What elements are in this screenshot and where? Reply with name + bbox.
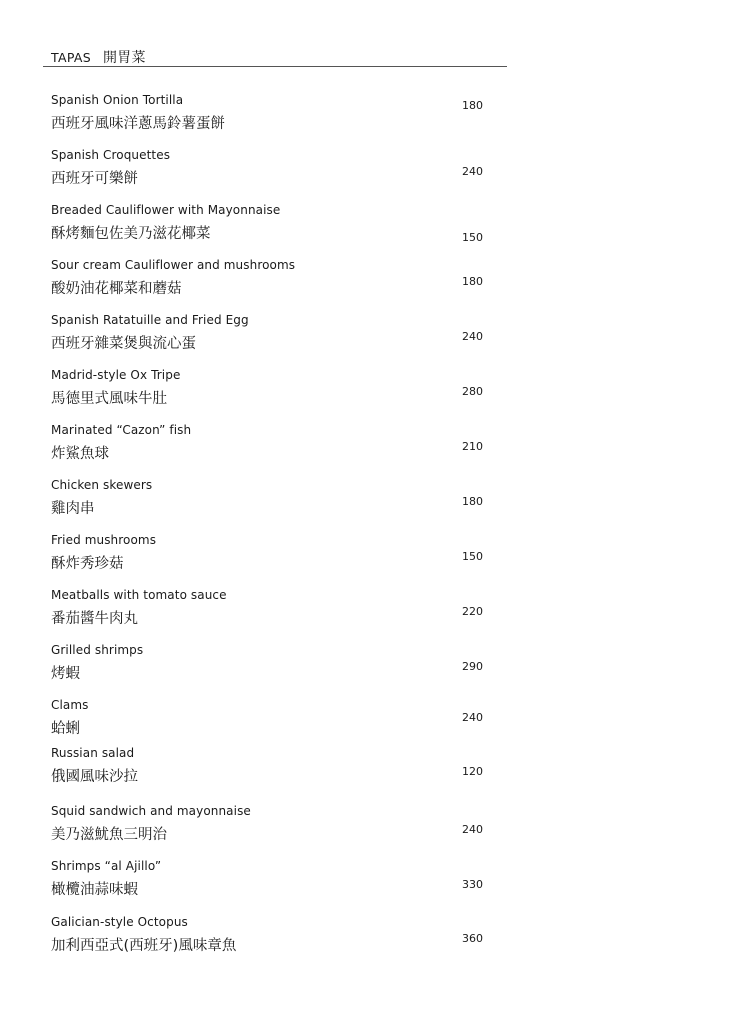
item-price: 330 — [462, 878, 483, 891]
item-name-zh: 加利西亞式(西班牙)風味章魚 — [51, 938, 237, 954]
item-name-en: Squid sandwich and mayonnaise — [51, 804, 251, 818]
item-price: 120 — [462, 765, 483, 778]
item-price: 280 — [462, 385, 483, 398]
menu-item-8 — [51, 478, 491, 526]
item-name-zh: 番茄醬牛肉丸 — [51, 611, 138, 627]
menu-item-14 — [51, 804, 491, 852]
item-price: 240 — [462, 165, 483, 178]
item-name-zh: 西班牙風味洋蔥馬鈴薯蛋餅 — [51, 116, 225, 132]
item-name-zh: 俄國風味沙拉 — [51, 769, 138, 785]
menu-item-15 — [51, 859, 491, 907]
menu-item-7 — [51, 423, 491, 471]
menu-item-2 — [51, 148, 491, 196]
item-name-zh: 蛤蜊 — [51, 721, 80, 737]
menu-item-6 — [51, 368, 491, 416]
menu-item-9 — [51, 533, 491, 581]
item-price: 180 — [462, 275, 483, 288]
item-price: 150 — [462, 550, 483, 563]
item-name-en: Grilled shrimps — [51, 643, 144, 657]
item-price: 240 — [462, 823, 483, 836]
menu-item-16 — [51, 915, 491, 963]
item-name-en: Fried mushrooms — [51, 533, 157, 547]
item-name-en: Sour cream Cauliflower and mushrooms — [51, 258, 296, 272]
item-price: 240 — [462, 711, 483, 724]
item-name-en: Galician-style Octopus — [51, 915, 188, 929]
item-name-zh: 烤蝦 — [51, 666, 80, 682]
item-price: 290 — [462, 660, 483, 673]
menu-item-1 — [51, 93, 491, 141]
item-name-en: Spanish Croquettes — [51, 148, 171, 162]
item-name-zh: 雞肉串 — [51, 501, 95, 517]
item-name-en: Spanish Ratatuille and Fried Egg — [51, 313, 249, 327]
item-price: 240 — [462, 330, 483, 343]
item-name-zh: 酸奶油花椰菜和蘑菇 — [51, 281, 182, 297]
item-price: 150 — [462, 231, 483, 244]
item-name-zh: 馬德里式風味牛肚 — [51, 391, 167, 407]
section-title-en: TAPAS — [51, 50, 91, 65]
item-name-zh: 美乃滋魷魚三明治 — [51, 827, 167, 843]
item-name-zh: 橄欖油蒜味蝦 — [51, 882, 138, 898]
item-name-en: Chicken skewers — [51, 478, 153, 492]
item-name-en: Breaded Cauliflower with Mayonnaise — [51, 203, 281, 217]
item-price: 180 — [462, 495, 483, 508]
item-price: 210 — [462, 440, 483, 453]
menu-item-13 — [51, 746, 491, 794]
menu-item-10 — [51, 588, 491, 636]
item-name-en: Spanish Onion Tortilla — [51, 93, 184, 107]
menu-item-12 — [51, 698, 491, 746]
item-name-en: Clams — [51, 698, 89, 712]
item-price: 360 — [462, 932, 483, 945]
item-price: 180 — [462, 99, 483, 112]
menu-item-4 — [51, 258, 491, 306]
item-name-en: Marinated “Cazon” fish — [51, 423, 192, 437]
item-name-en: Shrimps “al Ajillo” — [51, 859, 162, 873]
menu-item-5 — [51, 313, 491, 361]
menu-header — [51, 44, 507, 66]
header-divider — [43, 66, 507, 67]
item-name-zh: 西班牙雜菜煲與流心蛋 — [51, 336, 196, 352]
menu-item-3 — [51, 203, 491, 251]
item-name-zh: 酥炸秀珍菇 — [51, 556, 124, 572]
section-title — [51, 47, 146, 67]
item-price: 220 — [462, 605, 483, 618]
item-name-zh: 炸鯊魚球 — [51, 446, 109, 462]
item-name-zh: 酥烤麵包佐美乃滋花椰菜 — [51, 226, 211, 242]
menu-item-11 — [51, 643, 491, 691]
item-name-en: Madrid-style Ox Tripe — [51, 368, 181, 382]
item-name-zh: 西班牙可樂餅 — [51, 171, 138, 187]
section-title-zh: 開胃菜 — [102, 50, 146, 66]
item-name-en: Meatballs with tomato sauce — [51, 588, 227, 602]
item-name-en: Russian salad — [51, 746, 135, 760]
